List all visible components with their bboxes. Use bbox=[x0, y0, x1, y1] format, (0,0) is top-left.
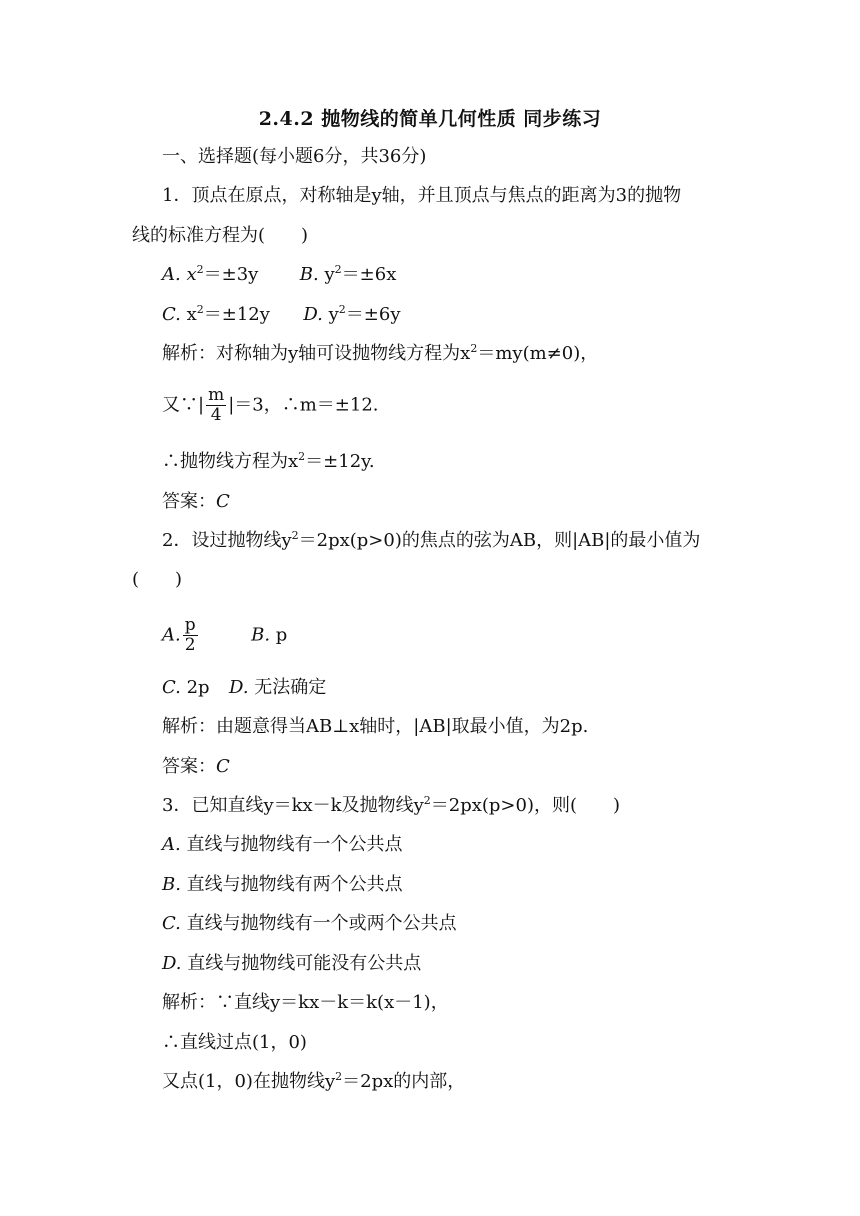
q3-option-c: C. 直线与抛物线有一个或两个公共点 bbox=[162, 913, 457, 934]
q2-answer: 答案：C bbox=[162, 756, 230, 777]
q1-options-ab bbox=[162, 264, 396, 286]
q3-analysis-line2: ∴直线过点(1，0) bbox=[162, 1032, 307, 1053]
option-letter: A. bbox=[162, 624, 181, 646]
q2-options-ab bbox=[162, 616, 287, 655]
q3-stem: 3．已知直线y＝kx－k及抛物线$y^2=2px(p>0)$，则( ) bbox=[162, 794, 621, 816]
option-text: 无法确定 bbox=[254, 677, 327, 698]
q3-analysis-line3: 又点(1，0)在抛物线$y^2=2px$的内部， bbox=[162, 1070, 466, 1092]
option-letter: C. bbox=[162, 304, 181, 325]
option-text: $x^2=\pm 12y$ bbox=[186, 303, 270, 325]
q1-stem-line2: 线的标准方程为( ) bbox=[132, 225, 309, 246]
q2-stem-line1: 2．设过抛物线$y^2=2px(p>0)$的焦点的弦为AB，则|AB|的最小值为 bbox=[162, 529, 701, 551]
q1-stem-line1: 1．顶点在原点，对称轴是y轴，并且顶点与焦点的距离为3的抛物 bbox=[162, 185, 682, 206]
option-letter: D. bbox=[229, 677, 249, 698]
q1-answer: 答案：C bbox=[162, 491, 230, 512]
page-title: 2.4.2 抛物线的简单几何性质 同步练习 bbox=[258, 108, 602, 130]
q3-option-d: D. 直线与抛物线可能没有公共点 bbox=[162, 953, 422, 974]
option-text: 2p bbox=[186, 677, 210, 698]
q2-analysis: 解析：由题意得当AB⊥x轴时，|AB|取最小值，为2p. bbox=[162, 716, 589, 737]
q1-options-cd bbox=[162, 304, 401, 326]
option-text: $y^2=\pm 6y$ bbox=[328, 303, 401, 325]
option-letter: A. bbox=[162, 264, 181, 285]
q1-analysis-line2: 又∵| $\frac{m}{4}$ |＝3，∴m＝±12. bbox=[162, 385, 379, 425]
option-text: $x^2=\pm 3y$ bbox=[186, 263, 259, 285]
option-letter: C. bbox=[162, 677, 181, 698]
q1-analysis-line3: ∴抛物线方程为$x^2=\pm 12y$. bbox=[162, 450, 375, 472]
fraction: $\frac{m}{4}$ bbox=[208, 385, 225, 425]
section-heading: 一、选择题(每小题6分，共36分) bbox=[162, 146, 427, 167]
option-text: p bbox=[275, 624, 288, 646]
option-letter: B. bbox=[299, 264, 319, 285]
q3-analysis-line1: 解析：∵直线y＝kx－k＝k(x－1)， bbox=[162, 992, 449, 1013]
q2-stem-line2: ( ) bbox=[132, 569, 183, 590]
q3-option-a: A. 直线与抛物线有一个公共点 bbox=[162, 834, 403, 855]
option-letter: D. bbox=[303, 304, 323, 325]
q2-options-cd bbox=[162, 677, 326, 699]
fraction: $\frac{p}{2}$ bbox=[184, 615, 196, 655]
option-letter: B. bbox=[251, 624, 271, 646]
q1-analysis-line1: 解析：对称轴为y轴可设抛物线方程为$x^2=my(m\ne 0)$， bbox=[162, 342, 599, 364]
q3-option-b: B. 直线与抛物线有两个公共点 bbox=[162, 874, 403, 895]
option-text: $y^2=\pm 6x$ bbox=[324, 263, 397, 285]
